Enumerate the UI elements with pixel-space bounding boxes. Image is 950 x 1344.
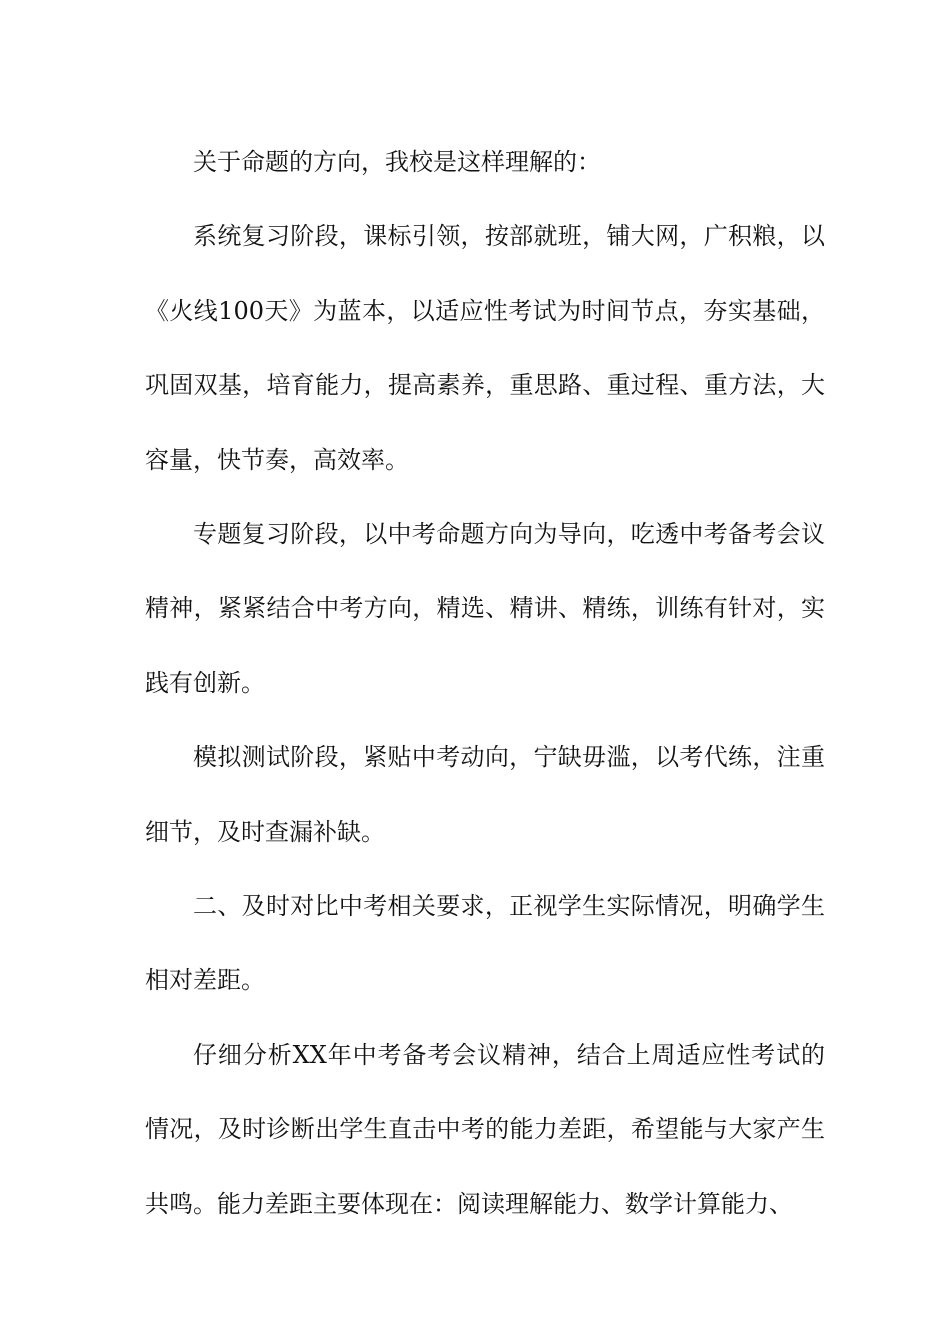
paragraph-2: 系统复习阶段，课标引领，按部就班，铺大网，广积粮，以《火线100天》为蓝本，以适应性考试为时间节点，夯实基础，巩固双基，培育能力，提高素养，重思路、重过程、重方法，大容量，快节奏，高效率。 — [145, 222, 825, 474]
paragraph-4: 模拟测试阶段，紧贴中考动向，宁缺毋滥，以考代练，注重细节，及时查漏补缺。 — [145, 743, 825, 846]
paragraph-6: 仔细分析XX年中考备考会议精神，结合上周适应性考试的情况，及时诊断出学生直击中考的能力差距，希望能与大家产生共鸣。能力差距主要体现在：阅读理解能力、数学计算能力、 — [145, 1040, 825, 1218]
paragraph-1: 关于命题的方向，我校是这样理解的： — [193, 148, 601, 176]
paragraph-3: 专题复习阶段，以中考命题方向为导向，吃透中考备考会议精神，紧紧结合中考方向，精选、精讲、精练，训练有针对，实践有创新。 — [145, 520, 825, 697]
document-body — [145, 125, 825, 1241]
paragraph-5: 二、及时对比中考相关要求，正视学生实际情况，明确学生相对差距。 — [145, 892, 825, 995]
